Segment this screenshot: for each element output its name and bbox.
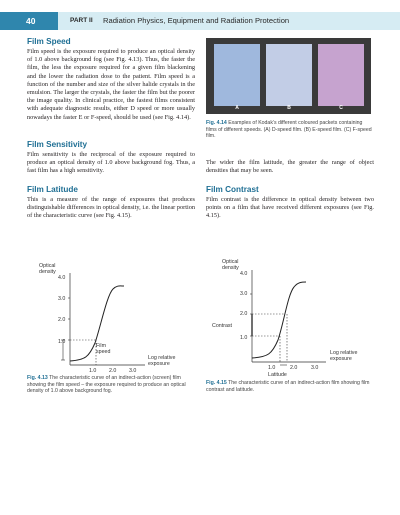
fig-4-15-y-label-2: density [222,265,239,271]
fig-4-15-characteristic-curve [252,282,306,358]
running-header [0,12,400,30]
fig-4-14-caption-text: Examples of Kodak’s different coloured packets containing films of different speeds. (A) D-speed film. (B) E-speed film. (C) F-speed film. [206,120,372,140]
fig-4-13-annotation-speed: speed [96,349,111,355]
fig-4-13-x-label-2: exposure [148,361,170,367]
fig-4-15-y-tick-1: 1.0 [240,335,248,341]
fig-4-15-y-label-1: Optical [222,259,239,265]
fig-4-13-y-label-2: density [39,269,56,275]
heading-film-latitude: Film Latitude [27,185,78,194]
part-title: Radiation Physics, Equipment and Radiation Protection [103,16,290,25]
fig-4-15-x-tick-2: 2.0 [290,365,298,371]
film-sensitivity-text: Film sensitivity is the reciprocal of the exposure required to produce an optical density of 1.0 above background fog. Thus, a fast film has a high sensitivity. [27,151,195,175]
fig-4-13-caption-text: The characteristic curve of an indirect-action (screen) film showing the film speed – the exposure required to produce an optical density of 1.0 above background fog. [27,375,186,395]
film-contrast-text: Film contrast is the difference in optical density between two points on a film that have received different exposures (see Fig. 4.15). [206,196,374,220]
fig-4-15-number: Fig. 4.15 [206,380,227,386]
fig-4-13-x-tick-2: 2.0 [109,368,117,374]
fig-4-13-y-tick-2: 2.0 [58,317,66,323]
fig-4-14-number: Fig. 4.14 [206,120,227,126]
film-speed-text: Film speed is the exposure required to produce an optical density of 1.0 above background fog (see Fig. 4.13). Thus, the faster the film, the less the exposure required for a given film blackening and the lower the radiation dose to the patient. Film speed is a function of the number and size of the silver halide crystals in the emulsion. The larger the crystals, the faster the film but the poorer the image quality. In clinical practice, the fastest films consistent with adequate diagnostic results, either D speed or more usually nowadays the faster E or F-speed, should be used (see Fig. 4.14). [27,48,195,121]
fig-4-15-y-tick-2: 2.0 [240,311,248,317]
fig-4-13-y-tick-4: 4.0 [58,275,66,281]
film-packet-c [318,44,364,106]
film-latitude-text: This is a measure of the range of exposures that produces distinguishable differences in optical density, i.e. the linear portion of the characteristic curve (see Fig. 4.15). [27,196,195,220]
fig-4-15-contrast-label: Contrast [212,323,233,329]
fig-4-15-x-tick-3: 3.0 [311,365,319,371]
fig-4-15-latitude-label: Latitude [268,372,287,378]
fig-4-15-graph [206,252,381,380]
fig-4-15-x-label-1: Log relative [330,350,358,356]
heading-film-sensitivity: Film Sensitivity [27,140,88,149]
fig-4-13-number: Fig. 4.13 [27,375,48,381]
film-packet-b [266,44,312,106]
heading-film-contrast: Film Contrast [206,185,259,194]
page-number: 40 [0,12,58,30]
film-label-c: C [339,105,343,111]
fig-4-15-caption [206,380,376,393]
film-packets-photo [206,38,371,114]
fig-4-15-y-tick-4: 4.0 [240,271,248,277]
fig-4-15-caption-text: The characteristic curve of an indirect-action film showing film contrast and latitude. [206,380,370,393]
fig-4-13-caption [27,375,197,395]
fig-4-13-graph [27,255,202,375]
fig-4-15-y-tick-3: 3.0 [240,291,248,297]
fig-4-15-x-tick-1: 1.0 [268,365,276,371]
fig-4-13-x-label-1: Log relative [148,355,176,361]
fig-4-13-annotation-film: Film [96,343,107,349]
fig-4-13-y-label-1: Optical [39,263,56,269]
fig-4-13-x-tick-3: 3.0 [129,368,137,374]
fig-4-14-caption [206,120,374,140]
fig-4-15-x-label-2: exposure [330,356,352,362]
film-packet-a [214,44,260,106]
fig-4-13-y-tick-1: 1.0 [58,339,66,345]
heading-film-speed: Film Speed [27,37,71,46]
fig-4-13-x-tick-1: 1.0 [89,368,97,374]
film-label-a: A [235,105,239,111]
film-label-b: B [287,105,291,111]
fig-4-13-y-tick-3: 3.0 [58,296,66,302]
latitude-continued-text: The wider the film latitude, the greater the range of object densities that may be seen. [206,159,374,175]
part-label: PART II [70,17,93,24]
